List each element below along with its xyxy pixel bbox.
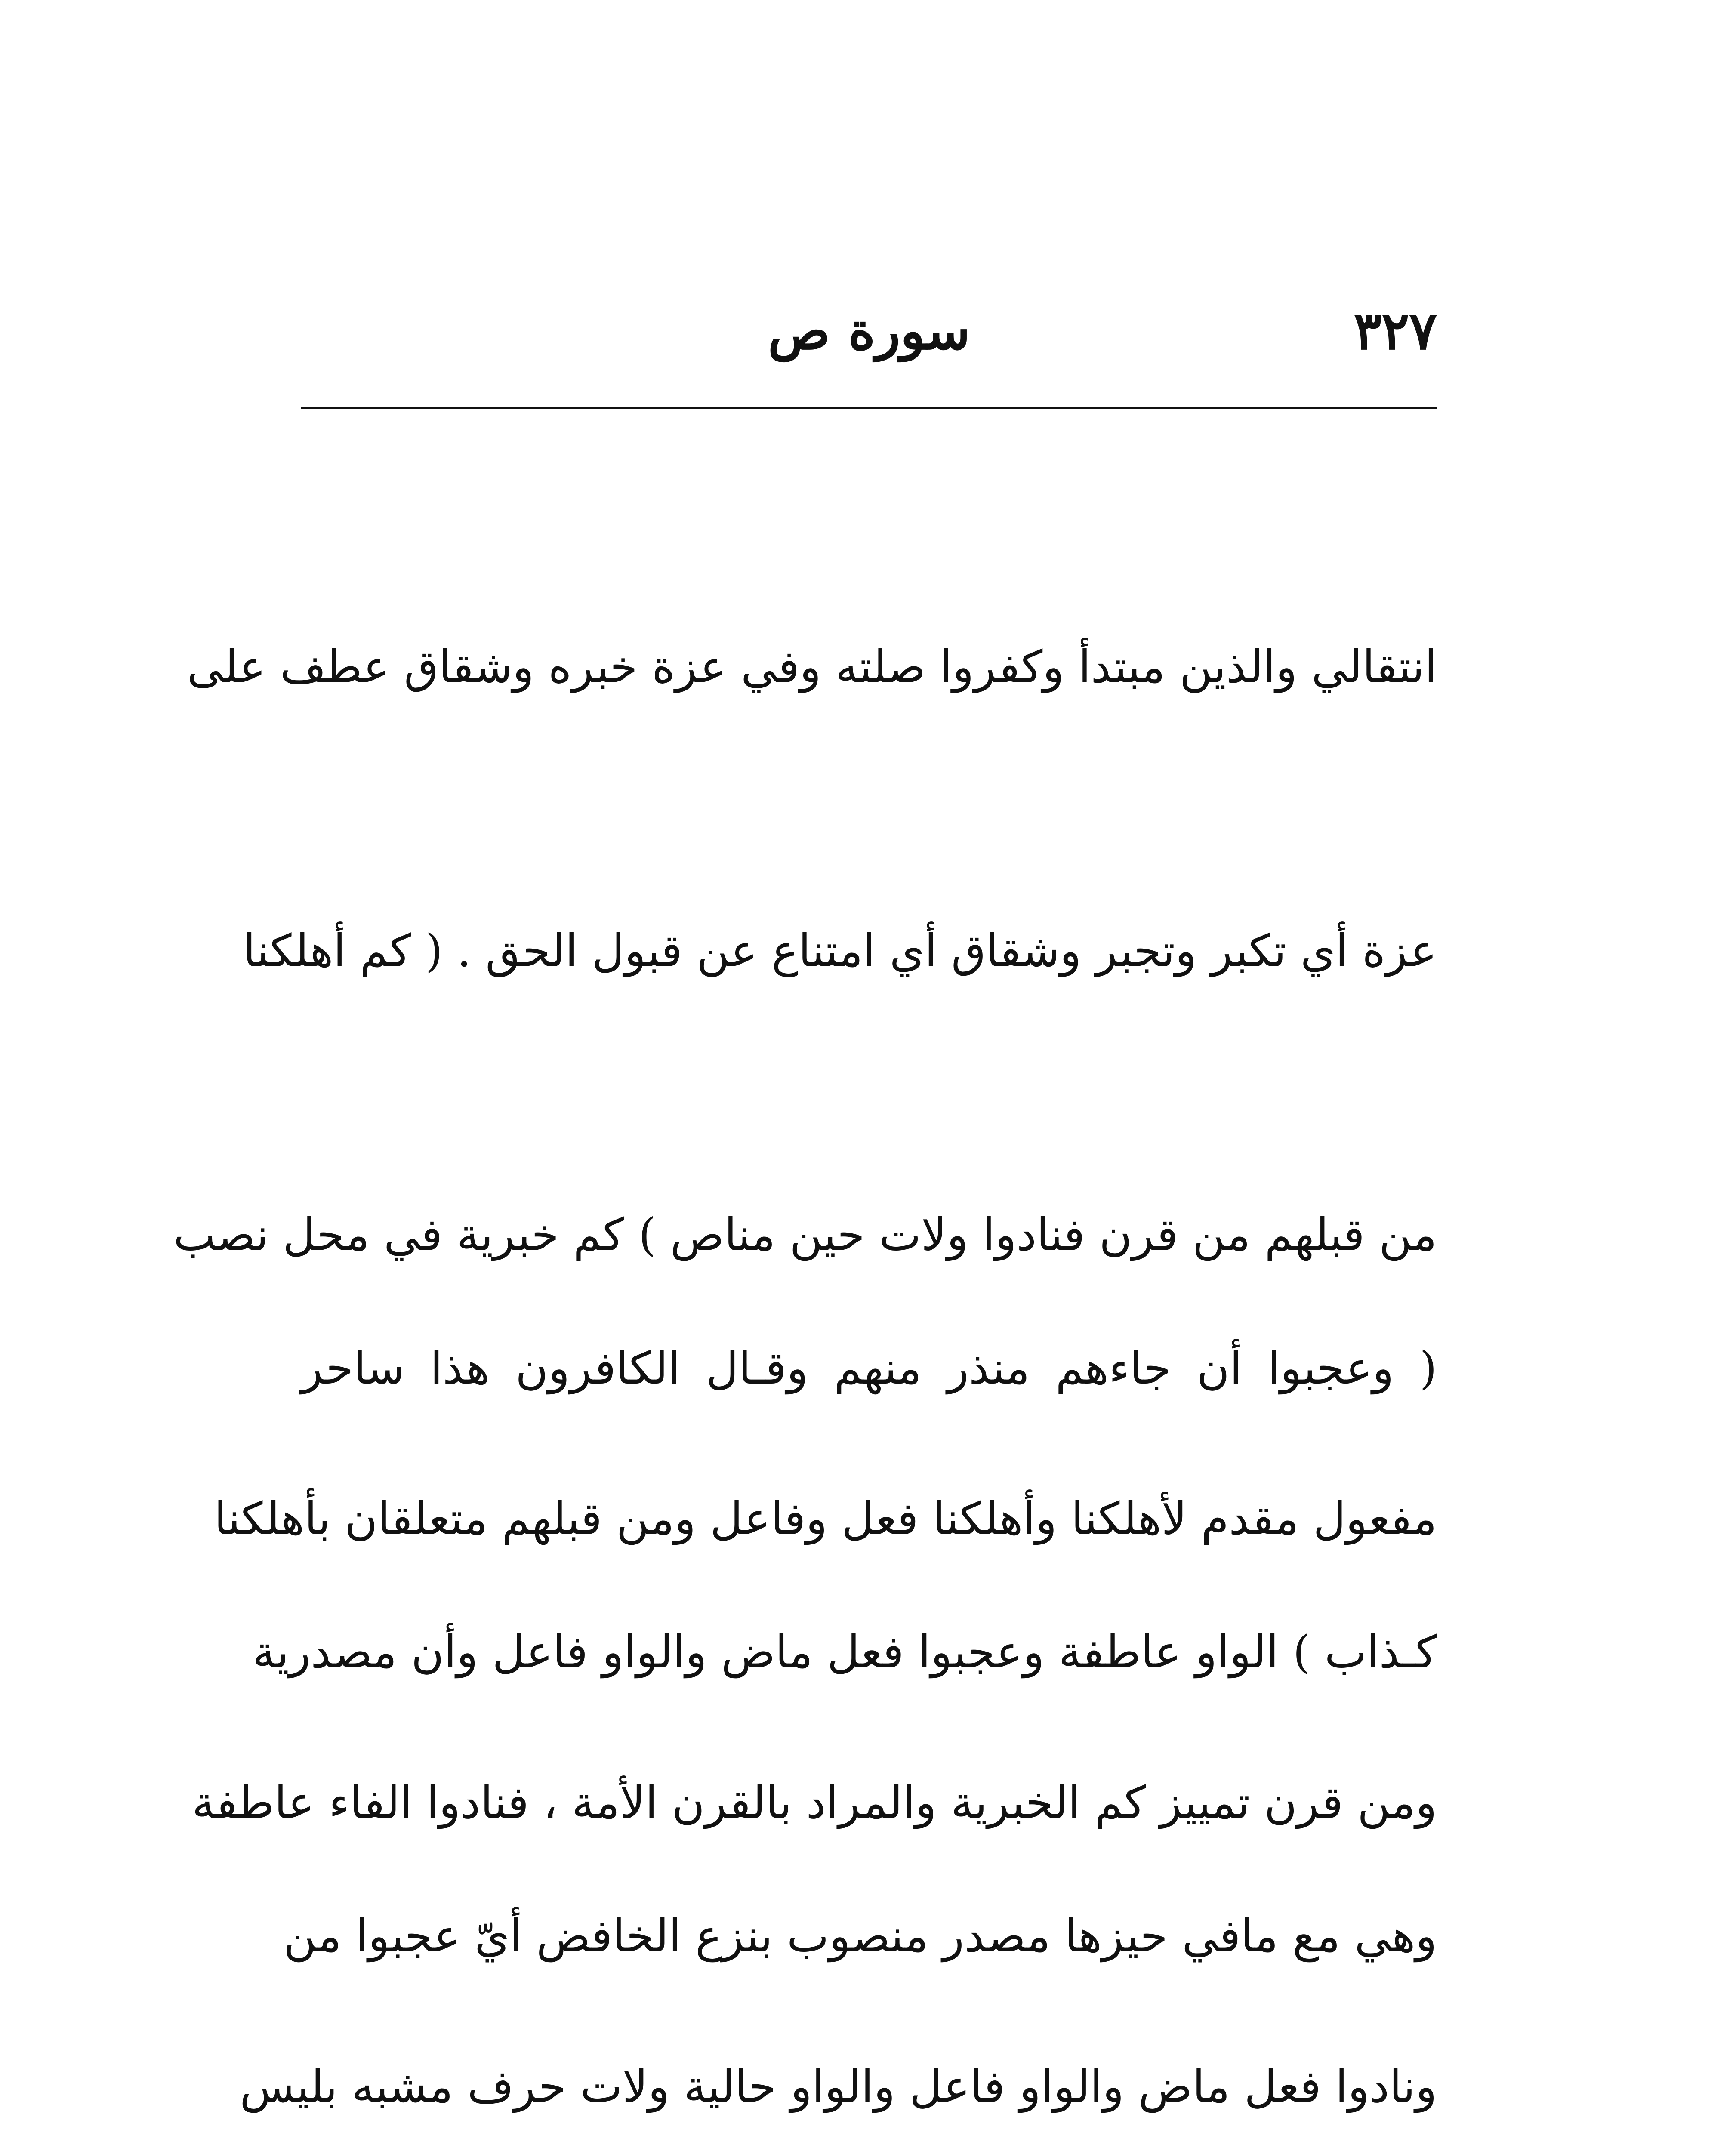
running-title: سورة ص bbox=[768, 301, 971, 361]
text-line: انتقالي والذين مبتدأ وكفروا صلته وفي عزة خبره وشقاق عطف على bbox=[187, 641, 1437, 693]
page-header bbox=[301, 293, 1437, 379]
text-line: ونادوا فعل ماض والواو فاعل والواو حالية ولات حرف مشبه بليس bbox=[240, 2060, 1437, 2113]
header-divider bbox=[301, 407, 1437, 409]
text-line: مفعول مقدم لأهلكنا وأهلكنا فعل وفاعل ومن قبلهم متعلقان بأهلكنا bbox=[214, 1492, 1437, 1545]
text-line: ومن قرن تمييز كم الخبرية والمراد بالقرن الأمة ، فنادوا الفاء عاطفة bbox=[192, 1776, 1437, 1829]
text-line: ( وعجبوا أن جاءهم منذر منهم وقـال الكافرون هذا ساحر bbox=[301, 1342, 1437, 1394]
text-line: من قبلهم من قرن فنادوا ولات حين مناص ) كم خبرية في محل نصب bbox=[173, 1208, 1437, 1261]
page-number: ٣٢٧ bbox=[1354, 301, 1437, 361]
text-line: عزة أي تكبر وتجبر وشقاق أي امتناع عن قبول الحق . ( كم أهلكنا bbox=[243, 924, 1437, 977]
paragraph-2 bbox=[173, 1131, 1437, 2151]
text-line: كـذاب ) الواو عاطفة وعجبوا فعل ماض والواو فاعل وأن مصدرية bbox=[253, 1626, 1437, 1678]
text-line: وهي مع مافي حيزها مصدر منصوب بنزع الخافض أيّ عجبوا من bbox=[283, 1910, 1437, 1962]
